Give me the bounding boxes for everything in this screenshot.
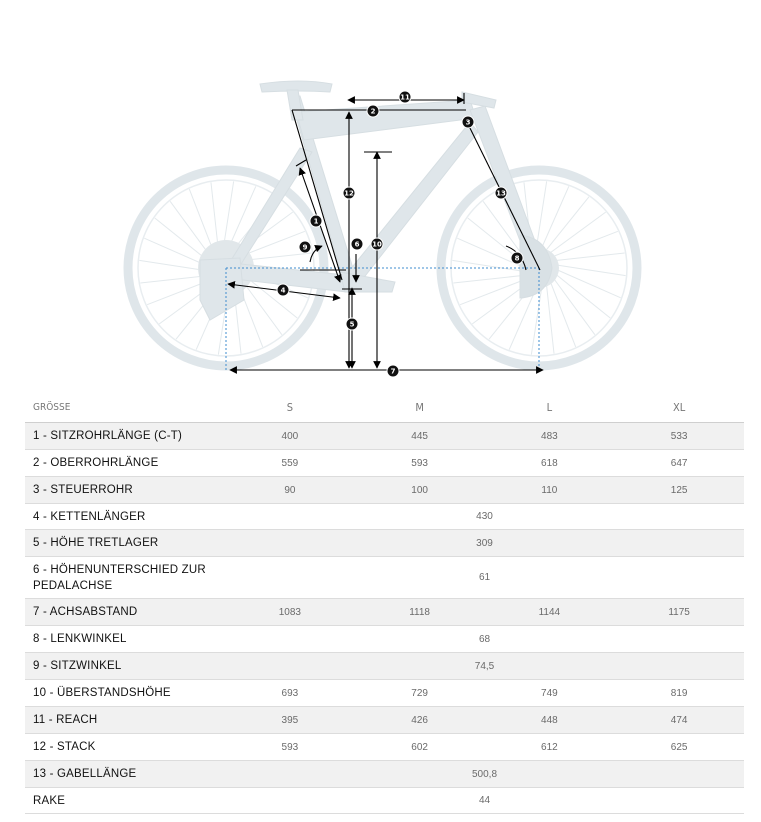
marker-label: 10	[372, 240, 382, 249]
marker-label: 7	[390, 367, 396, 376]
spoke	[543, 197, 589, 255]
row-label: 4 - KETTENLÄNGER	[25, 504, 225, 530]
marker-label: 2	[370, 107, 376, 116]
value-cell: 426	[355, 707, 485, 734]
marker-11	[399, 91, 411, 103]
table-row	[25, 557, 744, 599]
marker-1	[310, 215, 322, 227]
marker-8	[511, 252, 523, 264]
value-cell: 110	[485, 477, 615, 504]
value-cell: 1118	[355, 599, 485, 626]
value-cell: 612	[485, 734, 615, 761]
spoke	[453, 275, 527, 283]
table-row	[25, 599, 744, 626]
marker-5	[346, 318, 358, 330]
value-cell-all-sizes: 309	[225, 530, 744, 557]
marker-label: 8	[514, 254, 520, 263]
row-label: 7 - ACHSABSTAND	[25, 599, 225, 626]
value-cell-all-sizes: 430	[225, 504, 744, 530]
table-row	[25, 504, 744, 530]
row-label: 12 - STACK	[25, 734, 225, 761]
marker-3	[462, 116, 474, 128]
row-label: 11 - REACH	[25, 707, 225, 734]
marker-12	[343, 187, 355, 199]
value-cell-all-sizes: 500,8	[225, 761, 744, 788]
row-label: 9 - SITZWINKEL	[25, 653, 225, 680]
value-cell: 448	[485, 707, 615, 734]
row-label: 2 - OBERROHRLÄNGE	[25, 450, 225, 477]
table-row	[25, 707, 744, 734]
value-cell: 125	[614, 477, 744, 504]
value-cell: 474	[614, 707, 744, 734]
spoke	[549, 231, 618, 258]
value-cell: 593	[225, 734, 355, 761]
marker-label: 13	[496, 189, 506, 198]
bike-geometry-svg	[0, 0, 761, 385]
value-cell: 1144	[485, 599, 615, 626]
spoke	[549, 278, 576, 347]
value-cell: 593	[355, 450, 485, 477]
value-cell: 395	[225, 707, 355, 734]
table-row	[25, 530, 744, 557]
value-cell: 602	[355, 734, 485, 761]
marker-4	[277, 284, 289, 296]
marker-label: 5	[349, 320, 355, 329]
spoke	[553, 272, 611, 318]
header-size-label: GRÖSSE	[25, 392, 225, 423]
row-label: 13 - GABELLÄNGE	[25, 761, 225, 788]
table-row	[25, 423, 744, 450]
header-size-m: M	[355, 392, 485, 423]
marker-9	[299, 241, 311, 253]
value-cell: 400	[225, 423, 355, 450]
value-cell: 749	[485, 680, 615, 707]
spoke	[539, 186, 569, 254]
row-label: 8 - LENKWINKEL	[25, 626, 225, 653]
value-cell-all-sizes: 68	[225, 626, 744, 653]
marker-label: 11	[400, 93, 410, 102]
value-cell: 729	[355, 680, 485, 707]
value-cell: 559	[225, 450, 355, 477]
table-row	[25, 450, 744, 477]
value-cell-all-sizes: 61	[225, 557, 744, 599]
bike-frame	[200, 81, 552, 320]
value-cell: 483	[485, 423, 615, 450]
table-row	[25, 653, 744, 680]
value-cell: 647	[614, 450, 744, 477]
value-cell-all-sizes: 44	[225, 788, 744, 814]
value-cell: 618	[485, 450, 615, 477]
spoke	[553, 268, 621, 298]
row-label: 6 - HÖHENUNTERSCHIED ZUR PEDALACHSE	[25, 557, 225, 599]
table-header-row	[25, 392, 744, 423]
value-cell: 100	[355, 477, 485, 504]
value-cell: 1083	[225, 599, 355, 626]
marker-6	[351, 238, 363, 250]
value-cell: 625	[614, 734, 744, 761]
value-cell: 819	[614, 680, 744, 707]
row-label: RAKE	[25, 788, 225, 814]
spoke	[551, 253, 625, 261]
table-row	[25, 761, 744, 788]
value-cell: 90	[225, 477, 355, 504]
spoke	[553, 264, 626, 275]
marker-2	[367, 105, 379, 117]
header-size-s: S	[225, 392, 355, 423]
marker-7	[387, 365, 399, 377]
marker-10	[371, 238, 383, 250]
value-cell-all-sizes: 74,5	[225, 653, 744, 680]
header-size-xl: XL	[614, 392, 744, 423]
marker-13	[495, 187, 507, 199]
value-cell: 445	[355, 423, 485, 450]
marker-label: 4	[280, 286, 286, 295]
value-cell: 1175	[614, 599, 744, 626]
row-label: 3 - STEUERROHR	[25, 477, 225, 504]
table-row	[25, 680, 744, 707]
marker-label: 12	[344, 189, 354, 198]
row-label: 10 - ÜBERSTANDSHÖHE	[25, 680, 225, 707]
header-size-l: L	[485, 392, 615, 423]
row-label: 5 - HÖHE TRETLAGER	[25, 530, 225, 557]
table-row	[25, 477, 744, 504]
bike-geometry-diagram	[0, 0, 761, 385]
table-row	[25, 788, 744, 814]
marker-label: 6	[354, 240, 360, 249]
value-cell: 533	[614, 423, 744, 450]
table-row	[25, 626, 744, 653]
marker-label: 3	[465, 118, 471, 127]
value-cell: 693	[225, 680, 355, 707]
table-row	[25, 734, 744, 761]
marker-label: 1	[313, 217, 319, 226]
geometry-table	[25, 392, 744, 814]
spoke	[546, 280, 554, 354]
spoke	[460, 278, 529, 305]
marker-label: 9	[302, 243, 308, 252]
row-label: 1 - SITZROHRLÄNGE (C-T)	[25, 423, 225, 450]
